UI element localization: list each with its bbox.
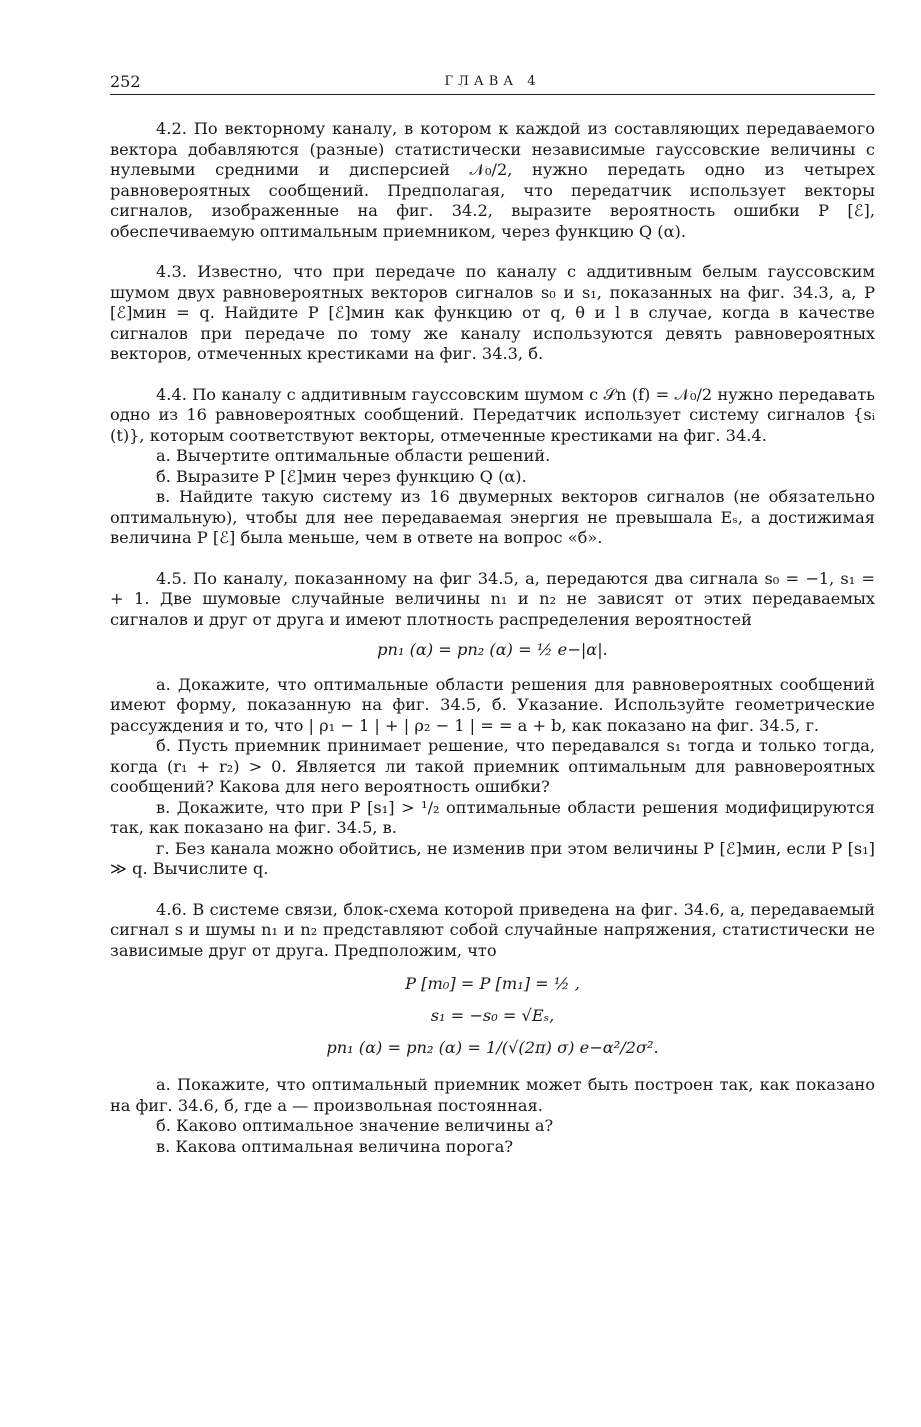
problem-4-6: 4.6. В системе связи, блок-схема которой приведена на фиг. 34.6, а, передаваемый сигнал s и шумы n₁ и n₂ представляют собой случайные напряжения, статистически не зависимые друг от друга. Предположим, что <box>110 899 875 960</box>
problem-4-4: 4.4. По каналу с аддитивным гауссовским шумом с 𝒮n (f) = 𝒩₀/2 нужно передавать одно из 16 равновероятных сообщений. Передатчик использует систему сигналов {sᵢ (t)}, которым соответствуют векторы, отмеченные крестиками на фиг. 34.4. <box>110 384 875 445</box>
problem-4-5-c: в. Докажите, что при P [s₁] > ¹/₂ оптимальные области решения модифицируются так, как показано на фиг. 34.5, в. <box>110 797 875 837</box>
page-content <box>110 119 875 1157</box>
formula-block-4-6 <box>110 969 875 1063</box>
formula-4-6-2: s₁ = −s₀ = √Eₛ, <box>430 1006 555 1025</box>
page-number: 252 <box>110 72 141 91</box>
problem-4-4-c: в. Найдите такую систему из 16 двумерных векторов сигналов (не обязательно оптимальную), чтобы для нее передаваемая энергия не превышала Eₛ, а достижимая величина P [ℰ] была меньше, чем в ответе на вопрос «б». <box>110 487 875 547</box>
chapter-title: ГЛАВА 4 <box>444 74 541 89</box>
page-header <box>110 70 875 95</box>
problem-4-5-d: г. Без канала можно обойтись, не изменив при этом величины P [ℰ]мин, если P [s₁] ≫ q. Вычислите q. <box>110 838 875 878</box>
book-page <box>110 70 875 1157</box>
problem-4-3: 4.3. Известно, что при передаче по каналу с аддитивным белым гауссовским шумом двух равновероятных векторов сигналов s₀ и s₁, показанных на фиг. 34.3, а, P [ℰ]мин = q. Найдите P [ℰ]мин как функцию от q, θ и l в случае, когда в качестве сигналов при передаче по тому же каналу используются девять равновероятных векторов, отмеченных крестиками на фиг. 34.3, б. <box>110 262 875 363</box>
problem-4-5-b: б. Пусть приемник принимает решение, что передавался s₁ тогда и только тогда, когда (r₁ + r₂) > 0. Является ли такой приемник оптимальным для равновероятных сообщений? Какова для него вероятность ошибки? <box>110 736 875 796</box>
problem-4-6-c: в. Какова оптимальная величина порога? <box>156 1136 514 1156</box>
problem-4-4-b: б. Выразите P [ℰ]мин через функцию Q (α). <box>156 466 527 486</box>
problem-4-5: 4.5. По каналу, показанному на фиг 34.5, а, передаются два сигнала s₀ = −1, s₁ = + 1. Две шумовые случайные величины n₁ и n₂ не зависят от этих передаваемых сигналов и друг от друга и имеют плотность распределения вероятностей <box>110 568 875 629</box>
problem-4-6-b: б. Каково оптимальное значение величины a? <box>156 1116 554 1135</box>
problem-4-2: 4.2. По векторному каналу, в котором к каждой из составляющих передаваемого вектора добавляются (разные) статистически независимые гауссовские величины с нулевыми средними и дисперсией 𝒩₀/2, нужно передать одно из четырех равновероятных сообщений. Предполагая, что передатчик использует векторы сигналов, изображенные на фиг. 34.2, выразите вероятность ошибки P [ℰ], обеспечиваемую оптимальным приемником, через функцию Q (α). <box>110 119 875 241</box>
formula-4-6-3: pn₁ (α) = pn₂ (α) = 1/(√(2π) σ) e−α²/2σ². <box>326 1038 659 1057</box>
problem-4-6-a: а. Покажите, что оптимальный приемник может быть построен так, как показано на фиг. 34.6, б, где a — произвольная постоянная. <box>110 1075 875 1115</box>
problem-4-4-a: а. Вычертите оптимальные области решений. <box>156 446 551 465</box>
formula-4-6-1: P [m₀] = P [m₁] = ½ , <box>405 974 580 993</box>
formula-4-5: pn₁ (α) = pn₂ (α) = ½ e−|α|. <box>377 640 608 659</box>
problem-4-5-a: а. Докажите, что оптимальные области решения для равновероятных сообщений имеют форму, показанную на фиг. 34.5, б. Указание. Используйте геометрические рассуждения и то, что | ρ₁ − 1 | + | ρ₂ − 1 | = = a + b, как показано на фиг. 34.5, г. <box>110 674 875 735</box>
